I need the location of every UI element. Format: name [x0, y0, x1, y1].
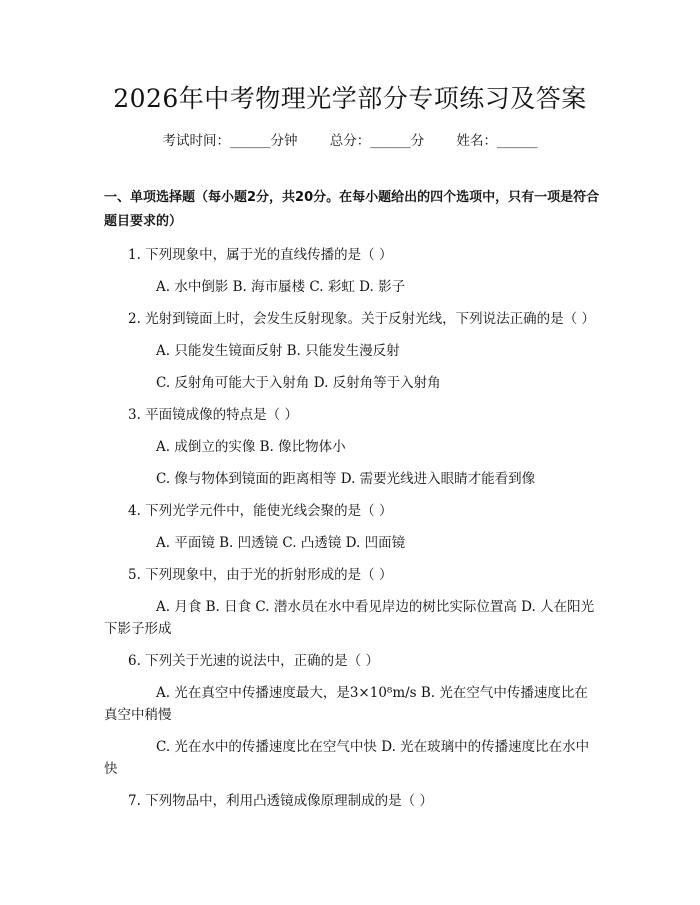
answer-options: A. 水中倒影 B. 海市蜃楼 C. 彩虹 D. 影子: [156, 279, 406, 295]
answer-options: A. 平面镜 B. 凹透镜 C. 凸透镜 D. 凹面镜: [156, 535, 406, 551]
question-stem: 1. 下列现象中，属于光的直线传播的是（ ）: [128, 247, 393, 263]
exam-time: 考试时间：______分钟: [162, 133, 298, 149]
answer-options: C. 像与物体到镜面的距离相等 D. 需要光线进入眼睛才能看到像: [156, 471, 536, 487]
answer-options: C. 光在水中的传播速度比在空气中快 D. 光在玻璃中的传播速度比在水中快: [104, 739, 590, 777]
answer-options: C. 反射角可能大于入射角 D. 反射角等于入射角: [156, 375, 441, 391]
question-stem: 7. 下列物品中，利用凸透镜成像原理制成的是（ ）: [128, 793, 433, 809]
question-content: [104, 186, 600, 822]
answer-options: A. 月食 B. 日食 C. 潜水员在水中看见岸边的树比实际位置高 D. 人在阳光下影子形成: [104, 599, 595, 637]
exam-name: 姓名：______: [456, 133, 538, 149]
question-stem: 3. 平面镜成像的特点是（ ）: [128, 407, 298, 423]
answer-options: A. 成倒立的实像 B. 像比物体小: [156, 439, 346, 455]
question-stem: 6. 下列关于光速的说法中，正确的是（ ）: [128, 653, 379, 669]
question-stem: 4. 下列光学元件中，能使光线会聚的是（ ）: [128, 503, 393, 519]
exam-meta: [0, 130, 700, 152]
answer-options: A. 光在真空中传播速度最大，是3×10⁸m/s B. 光在空气中传播速度比在真空中稍慢: [104, 685, 588, 723]
question-list: [104, 244, 600, 812]
question-stem: 2. 光射到镜面上时，会发生反射现象。关于反射光线，下列说法正确的是（ ）: [128, 311, 595, 327]
section-heading: 一、单项选择题（每小题2分，共20分。在每小题给出的四个选项中，只有一项是符合题目要求的）: [104, 190, 600, 229]
exam-score: 总分：______分: [329, 133, 425, 149]
page-title: 2026年中考物理光学部分专项练习及答案: [113, 84, 587, 113]
question-stem: 5. 下列现象中，由于光的折射形成的是（ ）: [128, 567, 393, 583]
answer-options: A. 只能发生镜面反射 B. 只能发生漫反射: [156, 343, 400, 359]
